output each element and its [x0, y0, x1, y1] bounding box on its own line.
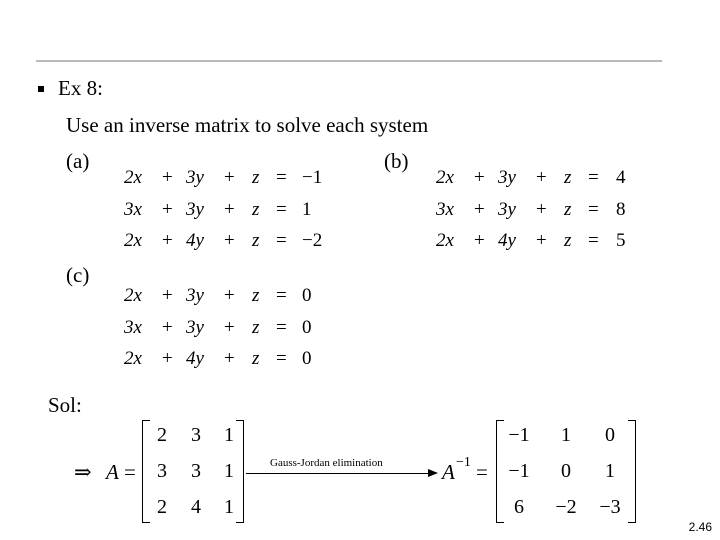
label-c: (c) [66, 263, 90, 287]
label-b: (b) [384, 149, 409, 173]
term: z [564, 167, 572, 188]
operator: + [224, 285, 235, 306]
matrix-cell: 2 [157, 496, 167, 518]
arrow-right-icon [428, 469, 438, 477]
right-bracket [628, 420, 636, 523]
operator: + [224, 316, 235, 338]
equals-symbol: = [476, 460, 488, 484]
inverse-superscript: −1 [456, 455, 471, 470]
constant: 0 [302, 316, 312, 338]
title-divider [36, 60, 662, 62]
term: z [252, 316, 260, 338]
equals-sign: = [588, 198, 599, 220]
matrix-cell: 3 [191, 460, 201, 482]
term: 3y [186, 285, 204, 306]
operator: + [224, 198, 235, 220]
term: 2x [436, 230, 454, 251]
operator: + [474, 198, 485, 220]
matrix-cell: −2 [555, 496, 577, 518]
operator: + [224, 230, 235, 251]
matrix-cell: 2 [157, 424, 167, 446]
operator: + [224, 167, 235, 188]
operator: + [224, 348, 235, 369]
label-a: (a) [66, 149, 90, 173]
term: 3y [498, 167, 516, 188]
instruction-text: Use an inverse matrix to solve each system [66, 113, 429, 137]
elimination-label: Gauss-Jordan elimination [270, 457, 383, 469]
operator: + [162, 348, 173, 369]
term: z [564, 198, 572, 220]
matrix-cell: 0 [605, 424, 615, 446]
operator: + [162, 230, 173, 251]
matrix-inverse [496, 420, 636, 524]
solution-label: Sol: [48, 393, 82, 417]
arrow-line [246, 473, 430, 474]
equals-sign: = [588, 230, 599, 251]
page-number: 2.46 [688, 520, 712, 534]
matrix-cell: 3 [191, 424, 201, 446]
matrix-cell: 3 [157, 460, 167, 482]
equals-sign: = [276, 316, 287, 338]
constant: 1 [302, 198, 312, 220]
equals-sign: = [276, 230, 287, 251]
matrix-cell: 1 [224, 496, 234, 518]
matrix-cell: 0 [561, 460, 571, 482]
term: 3y [186, 316, 204, 338]
equals-sign: = [276, 198, 287, 220]
constant: −2 [302, 230, 323, 251]
constant: 4 [616, 167, 626, 188]
term: 2x [124, 230, 142, 251]
term: 3y [186, 198, 204, 220]
equals-sign: = [276, 285, 287, 306]
equals-sign: = [276, 348, 287, 369]
example-heading: Ex 8: [58, 76, 103, 100]
operator: + [162, 316, 173, 338]
constant: −1 [302, 167, 323, 188]
matrix-cell: 1 [224, 424, 234, 446]
constant: 5 [616, 230, 626, 251]
term: z [252, 230, 260, 251]
matrix-a-label: A [106, 460, 119, 484]
matrix-cell: 1 [561, 424, 571, 446]
term: 2x [436, 167, 454, 188]
matrix-cell: −3 [599, 496, 621, 518]
implies-symbol: ⇒ [74, 460, 92, 484]
term: 3x [124, 198, 142, 220]
operator: + [474, 230, 485, 251]
term: 3y [186, 167, 204, 188]
term: 4y [498, 230, 516, 251]
operator: + [474, 167, 485, 188]
constant: 8 [616, 198, 626, 220]
matrix-cell: 1 [224, 460, 234, 482]
term: 2x [124, 348, 142, 369]
matrix-a [142, 420, 244, 524]
operator: + [536, 167, 547, 188]
term: 3y [498, 198, 516, 220]
equals-symbol: = [124, 460, 136, 484]
term: 3x [124, 316, 142, 338]
term: z [252, 348, 260, 369]
term: z [252, 167, 260, 188]
bullet-icon [38, 86, 44, 92]
operator: + [162, 167, 173, 188]
operator: + [162, 285, 173, 306]
operator: + [162, 198, 173, 220]
matrix-cell: −1 [508, 424, 530, 446]
term: 4y [186, 348, 204, 369]
equals-sign: = [588, 167, 599, 188]
term: 2x [124, 285, 142, 306]
matrix-cell: 4 [191, 496, 201, 518]
matrix-cell: 6 [514, 496, 524, 518]
term: z [564, 230, 572, 251]
operator: + [536, 230, 547, 251]
constant: 0 [302, 285, 312, 306]
equals-sign: = [276, 167, 287, 188]
matrix-cell: 1 [605, 460, 615, 482]
constant: 0 [302, 348, 312, 369]
matrix-cell: −1 [508, 460, 530, 482]
term: z [252, 285, 260, 306]
operator: + [536, 198, 547, 220]
term: 3x [436, 198, 454, 220]
term: 4y [186, 230, 204, 251]
term: 2x [124, 167, 142, 188]
term: z [252, 198, 260, 220]
inverse-label: A [442, 460, 455, 484]
